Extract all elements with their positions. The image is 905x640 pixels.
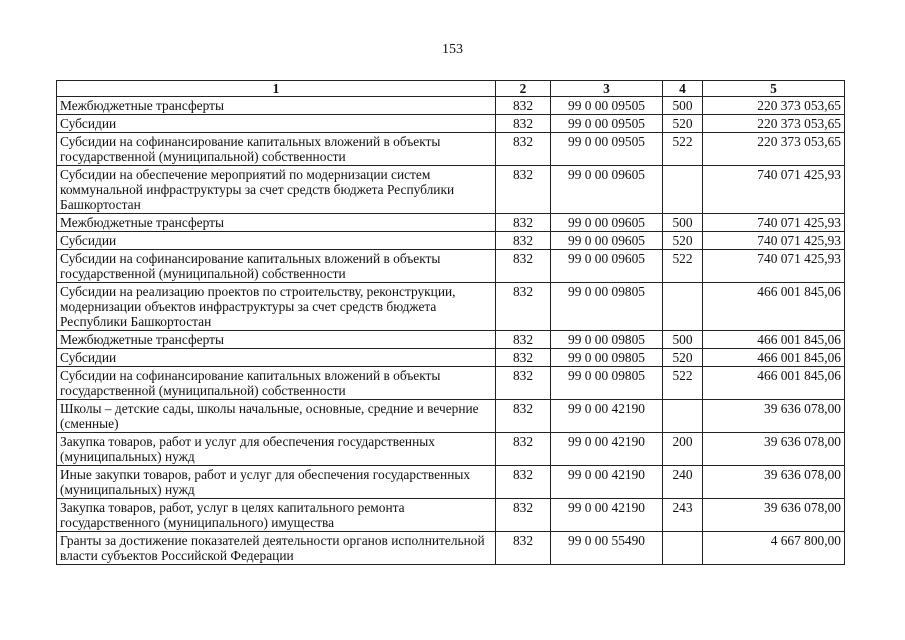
row-amount-cell: 39 636 078,00 <box>703 400 845 433</box>
row-name-cell: Субсидии на софинансирование капитальных вложений в объекты государственной (муниципальной) собственности <box>57 250 496 283</box>
table-row <box>57 367 845 400</box>
row-amount-cell: 220 373 053,65 <box>703 97 845 115</box>
table-row <box>57 97 845 115</box>
row-expense-type-cell: 520 <box>663 232 703 250</box>
row-name-cell: Межбюджетные трансферты <box>57 97 496 115</box>
row-name-cell: Субсидии на софинансирование капитальных вложений в объекты государственной (муниципальной) собственности <box>57 133 496 166</box>
row-expense-type-cell: 200 <box>663 433 703 466</box>
table-row <box>57 400 845 433</box>
row-dept-code-cell: 832 <box>496 232 551 250</box>
row-target-code-cell: 99 0 00 42190 <box>551 466 663 499</box>
row-target-code-cell: 99 0 00 09605 <box>551 214 663 232</box>
row-expense-type-cell: 500 <box>663 214 703 232</box>
row-dept-code-cell: 832 <box>496 133 551 166</box>
table-row <box>57 499 845 532</box>
row-amount-cell: 740 071 425,93 <box>703 250 845 283</box>
row-expense-type-cell <box>663 532 703 565</box>
row-target-code-cell: 99 0 00 09605 <box>551 250 663 283</box>
row-name-cell: Субсидии <box>57 232 496 250</box>
row-name-cell: Субсидии <box>57 115 496 133</box>
row-target-code-cell: 99 0 00 09505 <box>551 133 663 166</box>
row-name-cell: Межбюджетные трансферты <box>57 331 496 349</box>
row-dept-code-cell: 832 <box>496 367 551 400</box>
table-row <box>57 283 845 331</box>
row-expense-type-cell <box>663 166 703 214</box>
row-dept-code-cell: 832 <box>496 166 551 214</box>
row-amount-cell: 39 636 078,00 <box>703 433 845 466</box>
row-target-code-cell: 99 0 00 42190 <box>551 499 663 532</box>
table-row <box>57 214 845 232</box>
row-amount-cell: 466 001 845,06 <box>703 283 845 331</box>
row-name-cell: Закупка товаров, работ и услуг для обеспечения государственных (муниципальных) нужд <box>57 433 496 466</box>
row-amount-cell: 4 667 800,00 <box>703 532 845 565</box>
row-name-cell: Гранты за достижение показателей деятельности органов исполнительной власти субъектов Российской Федерации <box>57 532 496 565</box>
row-target-code-cell: 99 0 00 09505 <box>551 97 663 115</box>
table-row <box>57 115 845 133</box>
row-target-code-cell: 99 0 00 09805 <box>551 367 663 400</box>
row-amount-cell: 466 001 845,06 <box>703 367 845 400</box>
row-dept-code-cell: 832 <box>496 115 551 133</box>
row-amount-cell: 220 373 053,65 <box>703 133 845 166</box>
row-dept-code-cell: 832 <box>496 499 551 532</box>
budget-table <box>56 80 845 565</box>
row-amount-cell: 220 373 053,65 <box>703 115 845 133</box>
row-amount-cell: 39 636 078,00 <box>703 499 845 532</box>
row-expense-type-cell: 520 <box>663 115 703 133</box>
row-target-code-cell: 99 0 00 09805 <box>551 349 663 367</box>
row-target-code-cell: 99 0 00 42190 <box>551 400 663 433</box>
row-expense-type-cell <box>663 400 703 433</box>
row-amount-cell: 740 071 425,93 <box>703 166 845 214</box>
row-amount-cell: 740 071 425,93 <box>703 232 845 250</box>
row-dept-code-cell: 832 <box>496 532 551 565</box>
table-row <box>57 133 845 166</box>
row-target-code-cell: 99 0 00 55490 <box>551 532 663 565</box>
row-target-code-cell: 99 0 00 09605 <box>551 232 663 250</box>
header-col-3: 3 <box>551 81 663 97</box>
row-name-cell: Межбюджетные трансферты <box>57 214 496 232</box>
row-expense-type-cell: 500 <box>663 97 703 115</box>
row-dept-code-cell: 832 <box>496 250 551 283</box>
row-name-cell: Субсидии на софинансирование капитальных вложений в объекты государственной (муниципальной) собственности <box>57 367 496 400</box>
row-dept-code-cell: 832 <box>496 400 551 433</box>
row-expense-type-cell: 240 <box>663 466 703 499</box>
row-dept-code-cell: 832 <box>496 433 551 466</box>
row-dept-code-cell: 832 <box>496 214 551 232</box>
row-dept-code-cell: 832 <box>496 349 551 367</box>
row-target-code-cell: 99 0 00 09505 <box>551 115 663 133</box>
row-amount-cell: 39 636 078,00 <box>703 466 845 499</box>
header-col-5: 5 <box>703 81 845 97</box>
table-row <box>57 433 845 466</box>
row-name-cell: Закупка товаров, работ, услуг в целях капитального ремонта государственного (муниципального) имущества <box>57 499 496 532</box>
table-row <box>57 250 845 283</box>
row-name-cell: Иные закупки товаров, работ и услуг для обеспечения государственных (муниципальных) нужд <box>57 466 496 499</box>
row-dept-code-cell: 832 <box>496 283 551 331</box>
row-target-code-cell: 99 0 00 09805 <box>551 331 663 349</box>
row-dept-code-cell: 832 <box>496 97 551 115</box>
row-expense-type-cell: 522 <box>663 250 703 283</box>
row-expense-type-cell <box>663 283 703 331</box>
row-name-cell: Субсидии на обеспечение мероприятий по модернизации систем коммунальной инфраструктуры за счет средств бюджета Республики Башкортостан <box>57 166 496 214</box>
row-expense-type-cell: 522 <box>663 133 703 166</box>
row-dept-code-cell: 832 <box>496 331 551 349</box>
row-name-cell: Субсидии <box>57 349 496 367</box>
header-col-4: 4 <box>663 81 703 97</box>
row-expense-type-cell: 520 <box>663 349 703 367</box>
row-expense-type-cell: 500 <box>663 331 703 349</box>
table-header-row <box>57 81 845 97</box>
row-name-cell: Субсидии на реализацию проектов по строительству, реконструкции, модернизации объектов инфраструктуры за счет средств бюджета Республики Башкортостан <box>57 283 496 331</box>
table-row <box>57 331 845 349</box>
header-col-1: 1 <box>57 81 496 97</box>
row-amount-cell: 466 001 845,06 <box>703 349 845 367</box>
table-row <box>57 166 845 214</box>
row-amount-cell: 466 001 845,06 <box>703 331 845 349</box>
page-number: 153 <box>442 42 463 57</box>
table-row <box>57 232 845 250</box>
row-name-cell: Школы – детские сады, школы начальные, основные, средние и вечерние (сменные) <box>57 400 496 433</box>
row-dept-code-cell: 832 <box>496 466 551 499</box>
row-expense-type-cell: 243 <box>663 499 703 532</box>
row-target-code-cell: 99 0 00 42190 <box>551 433 663 466</box>
table-body <box>57 97 845 565</box>
row-expense-type-cell: 522 <box>663 367 703 400</box>
row-target-code-cell: 99 0 00 09605 <box>551 166 663 214</box>
row-target-code-cell: 99 0 00 09805 <box>551 283 663 331</box>
header-col-2: 2 <box>496 81 551 97</box>
table-row <box>57 532 845 565</box>
row-amount-cell: 740 071 425,93 <box>703 214 845 232</box>
table-row <box>57 349 845 367</box>
table-row <box>57 466 845 499</box>
